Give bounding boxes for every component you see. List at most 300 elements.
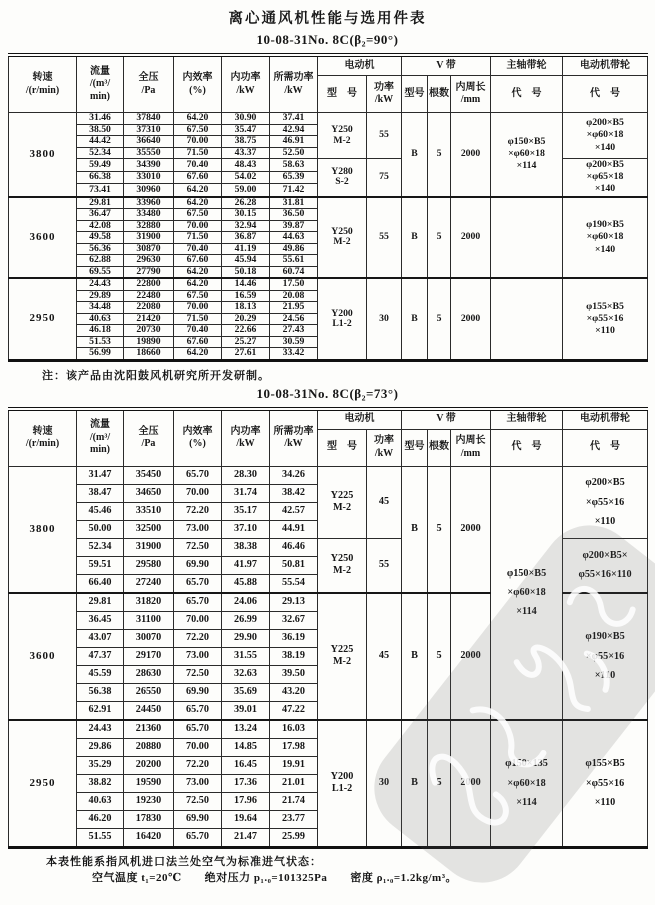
pressure-value: 19590 [124, 774, 174, 792]
header-pressure: 全压 /Pa [124, 55, 174, 113]
flow-value: 47.37 [77, 647, 124, 665]
motor-pulley-cell: φ190×B5 ×φ55×16 ×110 [563, 593, 648, 720]
header-vbelt-length: 内周长 /mm [451, 76, 491, 113]
inner-power-value: 43.37 [222, 147, 270, 159]
flow-value: 29.89 [77, 290, 124, 302]
efficiency-value: 72.20 [174, 629, 222, 647]
motor-model-cell: Y225 M-2 [318, 466, 367, 538]
efficiency-value: 67.50 [174, 124, 222, 136]
required-power-value: 17.98 [270, 738, 318, 756]
vbelt-model-cell: B [402, 113, 428, 197]
efficiency-value: 73.00 [174, 520, 222, 538]
flow-value: 40.63 [77, 792, 124, 810]
vbelt-model-cell: B [402, 593, 428, 720]
flow-value: 31.47 [77, 466, 124, 484]
inner-power-value: 41.97 [222, 556, 270, 574]
pressure-value: 34390 [124, 159, 174, 172]
speed-cell: 3600 [9, 593, 77, 720]
inner-power-value: 19.64 [222, 810, 270, 828]
inner-power-value: 21.47 [222, 828, 270, 847]
flow-value: 66.38 [77, 171, 124, 184]
inner-power-value: 26.99 [222, 611, 270, 629]
pressure-value: 27790 [124, 266, 174, 278]
inner-power-value: 29.90 [222, 629, 270, 647]
header-motor-pulley: 电动机带轮 [563, 55, 648, 76]
pressure-value: 24450 [124, 701, 174, 720]
pressure-value: 33960 [124, 197, 174, 209]
flow-value: 49.58 [77, 232, 124, 244]
required-power-value: 29.13 [270, 593, 318, 612]
pressure-value: 26550 [124, 683, 174, 701]
flow-value: 62.88 [77, 255, 124, 267]
required-power-value: 17.50 [270, 278, 318, 290]
required-power-value: 36.50 [270, 209, 318, 221]
header-motor-model: 型 号 [318, 429, 367, 466]
efficiency-value: 64.20 [174, 184, 222, 197]
flow-value: 56.38 [77, 683, 124, 701]
efficiency-value: 70.00 [174, 136, 222, 148]
pressure-value: 35550 [124, 147, 174, 159]
efficiency-value: 70.00 [174, 484, 222, 502]
motor-pulley-cell: φ190×B5 ×φ60×18 ×140 [563, 197, 648, 279]
header-pressure: 全压 /Pa [124, 409, 174, 467]
inner-power-value: 54.02 [222, 171, 270, 184]
efficiency-value: 70.00 [174, 611, 222, 629]
required-power-value: 19.91 [270, 756, 318, 774]
flow-value: 56.36 [77, 243, 124, 255]
header-spindle-pulley: 主轴带轮 [491, 55, 563, 76]
efficiency-value: 70.00 [174, 220, 222, 232]
pressure-value: 21420 [124, 313, 174, 325]
spindle-pulley-cell [491, 197, 563, 279]
pressure-value: 36640 [124, 136, 174, 148]
pressure-value: 22480 [124, 290, 174, 302]
efficiency-value: 72.50 [174, 538, 222, 556]
efficiency-value: 67.50 [174, 209, 222, 221]
motor-pulley-cell: φ200×B5× φ55×16×110 [563, 538, 648, 593]
efficiency-value: 64.20 [174, 197, 222, 209]
inner-power-value: 41.19 [222, 243, 270, 255]
pressure-value: 37840 [124, 113, 174, 125]
spindle-pulley-cell: φ150×B5 ×φ60×18 ×114 [491, 466, 563, 720]
motor-model-cell: Y225 M-2 [318, 593, 367, 720]
required-power-value: 39.50 [270, 665, 318, 683]
efficiency-value: 67.60 [174, 171, 222, 184]
efficiency-value: 70.40 [174, 325, 222, 337]
vbelt-model-cell: B [402, 466, 428, 593]
efficiency-value: 70.40 [174, 159, 222, 172]
required-power-value: 52.50 [270, 147, 318, 159]
flow-value: 52.34 [77, 147, 124, 159]
inner-power-value: 27.61 [222, 348, 270, 361]
header-motor-pulley: 电动机带轮 [563, 409, 648, 430]
flow-value: 36.45 [77, 611, 124, 629]
header-speed: 转速 /(r/min) [9, 55, 77, 113]
efficiency-value: 70.00 [174, 738, 222, 756]
required-power-value: 30.59 [270, 336, 318, 348]
inner-power-value: 16.59 [222, 290, 270, 302]
pressure-value: 31820 [124, 593, 174, 612]
flow-value: 29.81 [77, 593, 124, 612]
flow-value: 52.34 [77, 538, 124, 556]
pressure-value: 22800 [124, 278, 174, 290]
inner-power-value: 59.00 [222, 184, 270, 197]
required-power-value: 27.43 [270, 325, 318, 337]
flow-value: 43.07 [77, 629, 124, 647]
efficiency-value: 65.70 [174, 593, 222, 612]
inner-power-value: 14.85 [222, 738, 270, 756]
header-row-1 [9, 55, 648, 76]
vbelt-length-cell: 2000 [451, 197, 491, 279]
header-motor: 电动机 [318, 55, 402, 76]
header-inner-power: 内功率 /kW [222, 55, 270, 113]
efficiency-value: 69.90 [174, 810, 222, 828]
required-power-value: 24.56 [270, 313, 318, 325]
header-efficiency: 内效率 (%) [174, 55, 222, 113]
header-vbelt-model: 型号 [402, 429, 428, 466]
speed-cell: 3800 [9, 113, 77, 197]
table2-subtitle: 10-08-31No. 8C(β₂=73°) [256, 385, 399, 401]
efficiency-value: 72.20 [174, 502, 222, 520]
footnote [46, 853, 647, 885]
inner-power-value: 16.45 [222, 756, 270, 774]
header-speed: 转速 /(r/min) [9, 409, 77, 467]
inner-power-value: 28.30 [222, 466, 270, 484]
efficiency-value: 72.50 [174, 792, 222, 810]
required-power-value: 55.61 [270, 255, 318, 267]
efficiency-value: 65.70 [174, 574, 222, 593]
pressure-value: 20200 [124, 756, 174, 774]
motor-power-cell: 75 [367, 159, 402, 197]
motor-pulley-cell: φ155×B5 ×φ55×16 ×110 [563, 278, 648, 360]
pressure-value: 21360 [124, 720, 174, 739]
required-power-value: 25.99 [270, 828, 318, 847]
table-row [9, 113, 648, 125]
pressure-value: 33010 [124, 171, 174, 184]
efficiency-value: 65.70 [174, 466, 222, 484]
efficiency-value: 69.90 [174, 683, 222, 701]
inner-power-value: 18.13 [222, 302, 270, 314]
required-power-value: 21.95 [270, 302, 318, 314]
motor-model-cell: Y250 M-2 [318, 197, 367, 279]
inner-power-value: 24.06 [222, 593, 270, 612]
inner-power-value: 39.01 [222, 701, 270, 720]
flow-value: 31.46 [77, 113, 124, 125]
efficiency-value: 67.60 [174, 255, 222, 267]
motor-power-cell: 30 [367, 278, 402, 360]
vbelt-length-cell: 2000 [451, 278, 491, 360]
table-row [9, 278, 648, 290]
page-title: 离心通风机性能与选用件表 [228, 11, 427, 27]
vbelt-count-cell: 5 [428, 113, 451, 197]
flow-value: 46.20 [77, 810, 124, 828]
motor-pulley-cell: φ155×B5 ×φ55×16 ×110 [563, 720, 648, 848]
inner-power-value: 17.96 [222, 792, 270, 810]
pressure-value: 33510 [124, 502, 174, 520]
header-vbelt: V 带 [402, 409, 491, 430]
pressure-value: 19890 [124, 336, 174, 348]
flow-value: 44.42 [77, 136, 124, 148]
flow-value: 40.63 [77, 313, 124, 325]
header-row-1 [9, 409, 648, 430]
flow-value: 34.48 [77, 302, 124, 314]
required-power-value: 55.54 [270, 574, 318, 593]
inner-power-value: 35.17 [222, 502, 270, 520]
vbelt-count-cell: 5 [428, 593, 451, 720]
vbelt-model-cell: B [402, 197, 428, 279]
motor-power-cell: 45 [367, 466, 402, 538]
efficiency-value: 71.50 [174, 147, 222, 159]
table-row [9, 466, 648, 484]
required-power-value: 21.74 [270, 792, 318, 810]
inner-power-value: 30.15 [222, 209, 270, 221]
header-motor-power: 功率 /kW [367, 76, 402, 113]
header-inner-power: 内功率 /kW [222, 409, 270, 467]
efficiency-value: 64.20 [174, 278, 222, 290]
flow-value: 38.82 [77, 774, 124, 792]
efficiency-value: 72.50 [174, 665, 222, 683]
inner-power-value: 31.74 [222, 484, 270, 502]
required-power-value: 20.08 [270, 290, 318, 302]
motor-model-cell: Y250 M-2 [318, 538, 367, 593]
motor-model-cell: Y200 L1-2 [318, 720, 367, 848]
inner-power-value: 48.43 [222, 159, 270, 172]
required-power-value: 36.19 [270, 629, 318, 647]
pressure-value: 17830 [124, 810, 174, 828]
header-motor-code: 代 号 [563, 76, 648, 113]
pressure-value: 30870 [124, 243, 174, 255]
vbelt-length-cell: 2000 [451, 466, 491, 593]
motor-model-cell: Y200 L1-2 [318, 278, 367, 360]
motor-power-cell: 30 [367, 720, 402, 848]
inner-power-value: 31.55 [222, 647, 270, 665]
inner-power-value: 20.29 [222, 313, 270, 325]
pressure-value: 31900 [124, 538, 174, 556]
inner-power-value: 38.38 [222, 538, 270, 556]
required-power-value: 42.57 [270, 502, 318, 520]
pressure-value: 30960 [124, 184, 174, 197]
header-efficiency: 内效率 (%) [174, 409, 222, 467]
inner-power-value: 35.47 [222, 124, 270, 136]
speed-cell: 2950 [9, 278, 77, 360]
motor-power-cell: 55 [367, 197, 402, 279]
pressure-value: 31100 [124, 611, 174, 629]
header-flow: 流量 /(m³/ min) [77, 409, 124, 467]
inner-power-value: 38.75 [222, 136, 270, 148]
speed-cell: 2950 [9, 720, 77, 848]
header-vbelt-length: 内周长 /mm [451, 429, 491, 466]
flow-value: 38.47 [77, 484, 124, 502]
flow-value: 38.50 [77, 124, 124, 136]
required-power-value: 46.91 [270, 136, 318, 148]
inner-power-value: 50.18 [222, 266, 270, 278]
required-power-value: 38.42 [270, 484, 318, 502]
motor-power-cell: 45 [367, 593, 402, 720]
header-spindle-pulley: 主轴带轮 [491, 409, 563, 430]
flow-value: 29.86 [77, 738, 124, 756]
header-vbelt-model: 型号 [402, 76, 428, 113]
required-power-value: 23.77 [270, 810, 318, 828]
flow-value: 45.59 [77, 665, 124, 683]
inner-power-value: 17.36 [222, 774, 270, 792]
vbelt-model-cell: B [402, 278, 428, 360]
performance-table-beta73 [8, 407, 648, 849]
required-power-value: 31.81 [270, 197, 318, 209]
flow-value: 59.51 [77, 556, 124, 574]
inner-power-value: 36.87 [222, 232, 270, 244]
flow-value: 73.41 [77, 184, 124, 197]
inner-power-value: 37.10 [222, 520, 270, 538]
required-power-value: 44.63 [270, 232, 318, 244]
efficiency-value: 65.70 [174, 828, 222, 847]
inner-power-value: 32.63 [222, 665, 270, 683]
required-power-value: 39.87 [270, 220, 318, 232]
efficiency-value: 73.00 [174, 647, 222, 665]
pressure-value: 31900 [124, 232, 174, 244]
motor-pulley-cell: φ200×B5 ×φ55×16 ×110 [563, 466, 648, 538]
efficiency-value: 67.50 [174, 290, 222, 302]
efficiency-value: 71.50 [174, 232, 222, 244]
motor-model-cell: Y280 S-2 [318, 159, 367, 197]
flow-value: 29.81 [77, 197, 124, 209]
inner-power-value: 13.24 [222, 720, 270, 739]
required-power-value: 44.91 [270, 520, 318, 538]
performance-table-beta90 [8, 53, 648, 362]
inner-power-value: 32.94 [222, 220, 270, 232]
efficiency-value: 64.20 [174, 113, 222, 125]
pressure-value: 20880 [124, 738, 174, 756]
motor-pulley-cell: φ200×B5 ×φ65×18 ×140 [563, 159, 648, 197]
flow-value: 45.46 [77, 502, 124, 520]
table1-subtitle: 10-08-31No. 8C(β₂=90°) [256, 32, 399, 47]
header-motor-model: 型 号 [318, 76, 367, 113]
inner-power-value: 22.66 [222, 325, 270, 337]
pressure-value: 22080 [124, 302, 174, 314]
inner-power-value: 26.28 [222, 197, 270, 209]
pressure-value: 37310 [124, 124, 174, 136]
table-row [9, 197, 648, 209]
required-power-value: 65.39 [270, 171, 318, 184]
flow-value: 69.55 [77, 266, 124, 278]
inner-power-value: 35.69 [222, 683, 270, 701]
vbelt-length-cell: 2000 [451, 720, 491, 848]
pressure-value: 29580 [124, 556, 174, 574]
flow-value: 24.43 [77, 720, 124, 739]
pressure-value: 32500 [124, 520, 174, 538]
required-power-value: 37.41 [270, 113, 318, 125]
pressure-value: 30070 [124, 629, 174, 647]
flow-value: 50.00 [77, 520, 124, 538]
efficiency-value: 71.50 [174, 313, 222, 325]
required-power-value: 34.26 [270, 466, 318, 484]
vbelt-length-cell: 2000 [451, 593, 491, 720]
pressure-value: 16420 [124, 828, 174, 847]
header-vbelt: V 带 [402, 55, 491, 76]
motor-power-cell: 55 [367, 538, 402, 593]
efficiency-value: 69.90 [174, 556, 222, 574]
efficiency-value: 64.20 [174, 266, 222, 278]
table1-note: 注：该产品由沈阳鼓风机研究所开发研制。 [42, 369, 270, 382]
efficiency-value: 65.70 [174, 701, 222, 720]
required-power-value: 50.81 [270, 556, 318, 574]
header-spindle-code: 代 号 [491, 76, 563, 113]
efficiency-value: 70.00 [174, 302, 222, 314]
pressure-value: 18660 [124, 348, 174, 361]
footnote-line-1: 本表性能系指风机进口法兰处空气为标准进气状态： [46, 855, 322, 868]
vbelt-count-cell: 5 [428, 720, 451, 848]
inner-power-value: 30.90 [222, 113, 270, 125]
flow-value: 35.29 [77, 756, 124, 774]
required-power-value: 33.42 [270, 348, 318, 361]
inner-power-value: 45.88 [222, 574, 270, 593]
required-power-value: 49.86 [270, 243, 318, 255]
speed-cell: 3600 [9, 197, 77, 279]
pressure-value: 20730 [124, 325, 174, 337]
motor-model-cell: Y250 M-2 [318, 113, 367, 159]
required-power-value: 71.42 [270, 184, 318, 197]
inner-power-value: 45.94 [222, 255, 270, 267]
header-motor-power: 功率 /kW [367, 429, 402, 466]
flow-value: 51.55 [77, 828, 124, 847]
pressure-value: 29170 [124, 647, 174, 665]
flow-value: 56.99 [77, 348, 124, 361]
flow-value: 46.18 [77, 325, 124, 337]
header-vbelt-count: 根数 [428, 76, 451, 113]
motor-pulley-cell: φ200×B5 ×φ60×18 ×140 [563, 113, 648, 159]
required-power-value: 21.01 [270, 774, 318, 792]
table-row [9, 720, 648, 739]
efficiency-value: 73.00 [174, 774, 222, 792]
pressure-value: 28630 [124, 665, 174, 683]
pressure-value: 27240 [124, 574, 174, 593]
flow-value: 66.40 [77, 574, 124, 593]
spindle-pulley-cell [491, 278, 563, 360]
pressure-value: 29630 [124, 255, 174, 267]
pressure-value: 32880 [124, 220, 174, 232]
header-vbelt-count: 根数 [428, 429, 451, 466]
motor-power-cell: 55 [367, 113, 402, 159]
efficiency-value: 65.70 [174, 720, 222, 739]
required-power-value: 58.63 [270, 159, 318, 172]
flow-value: 36.47 [77, 209, 124, 221]
flow-value: 51.53 [77, 336, 124, 348]
efficiency-value: 72.20 [174, 756, 222, 774]
required-power-value: 16.03 [270, 720, 318, 739]
flow-value: 24.43 [77, 278, 124, 290]
vbelt-model-cell: B [402, 720, 428, 848]
spindle-pulley-cell: φ150×B5 ×φ60×18 ×114 [491, 113, 563, 197]
vbelt-count-cell: 5 [428, 466, 451, 593]
pressure-value: 19230 [124, 792, 174, 810]
required-power-value: 32.67 [270, 611, 318, 629]
required-power-value: 38.19 [270, 647, 318, 665]
inner-power-value: 25.27 [222, 336, 270, 348]
efficiency-value: 70.40 [174, 243, 222, 255]
inner-power-value: 14.46 [222, 278, 270, 290]
header-flow: 流量 /(m³/ min) [77, 55, 124, 113]
spindle-pulley-cell: φ150×135 ×φ60×18 ×114 [491, 720, 563, 848]
flow-value: 59.49 [77, 159, 124, 172]
header-required-power: 所需功率 /kW [270, 409, 318, 467]
vbelt-count-cell: 5 [428, 197, 451, 279]
header-motor-code: 代 号 [563, 429, 648, 466]
flow-value: 62.91 [77, 701, 124, 720]
required-power-value: 43.20 [270, 683, 318, 701]
efficiency-value: 67.60 [174, 336, 222, 348]
vbelt-count-cell: 5 [428, 278, 451, 360]
flow-value: 42.08 [77, 220, 124, 232]
pressure-value: 33480 [124, 209, 174, 221]
